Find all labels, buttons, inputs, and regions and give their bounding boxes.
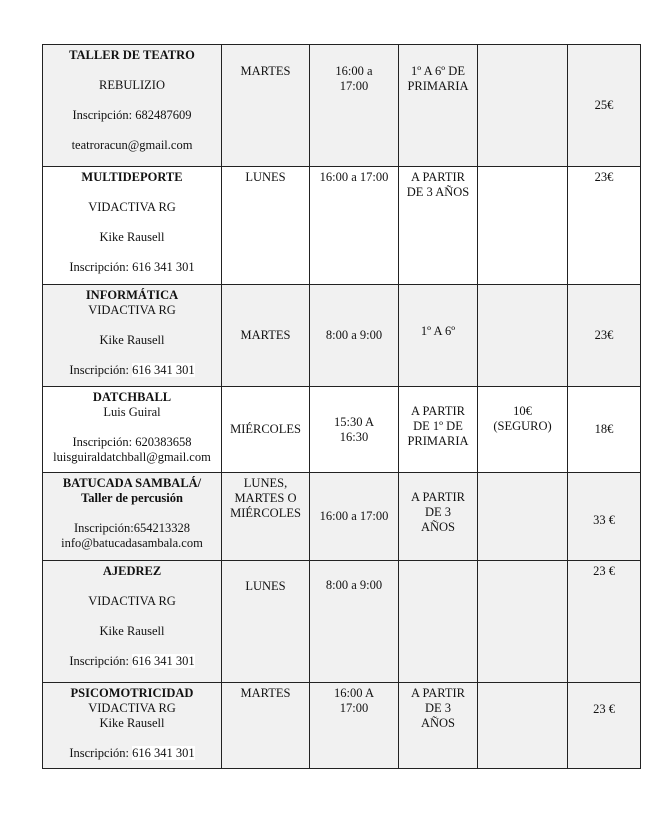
level-cell: A PARTIR DE 3 AÑOS (399, 473, 478, 561)
price-cell: 33 € (568, 473, 641, 561)
activity-cell (43, 387, 222, 473)
table-row (43, 561, 641, 683)
activity-registration: Inscripción: 620383658 (72, 435, 192, 449)
level-cell: A PARTIR DE 1º DE PRIMARIA (399, 387, 478, 473)
activity-cell (43, 167, 222, 285)
level-cell: A PARTIR DE 3 AÑOS (399, 167, 478, 285)
day-cell: LUNES (222, 561, 310, 683)
activity-registration: Inscripción: 616 341 301 (69, 363, 195, 377)
activity-registration: Inscripción: 616 341 301 (69, 654, 195, 668)
time-cell: 15:30 A 16:30 (310, 387, 399, 473)
time-cell: 16:00 a 17:00 (310, 167, 399, 285)
activity-name: AJEDREZ (102, 564, 162, 578)
activity-contact: Kike Rausell (99, 333, 165, 347)
activity-subtitle: Taller de percusión (81, 491, 183, 505)
level-cell: A PARTIR DE 3 AÑOS (399, 683, 478, 769)
table-row (43, 45, 641, 167)
table-row (43, 167, 641, 285)
activity-cell (43, 683, 222, 769)
activity-cell (43, 45, 222, 167)
activity-org: REBULIZIO (99, 78, 165, 92)
day-cell: MIÉRCOLES (222, 387, 310, 473)
price-cell: 23 € (568, 561, 641, 683)
day-cell: MARTES (222, 285, 310, 387)
day-cell: LUNES (222, 167, 310, 285)
extra-cell (478, 561, 568, 683)
extra-cell: 10€ (SEGURO) (478, 387, 568, 473)
level-cell: 1º A 6º DE PRIMARIA (399, 45, 478, 167)
extra-cell (478, 167, 568, 285)
activity-contact: Luis Guiral (103, 405, 161, 419)
activity-registration: Inscripción: 616 341 301 (69, 260, 195, 274)
activity-name: PSICOMOTRICIDAD (70, 686, 194, 700)
day-cell: LUNES, MARTES O MIÉRCOLES (222, 473, 310, 561)
activity-contact: Kike Rausell (99, 230, 165, 244)
activity-name: INFORMÁTICA (85, 288, 179, 302)
table-row (43, 683, 641, 769)
activity-name: MULTIDEPORTE (81, 170, 183, 184)
activity-email: info@batucadasambala.com (61, 536, 203, 550)
time-cell: 8:00 a 9:00 (310, 285, 399, 387)
activity-org: VIDACTIVA RG (88, 594, 176, 608)
activity-name: TALLER DE TEATRO (69, 48, 195, 62)
activity-email: teatroracun@gmail.com (71, 138, 193, 152)
activity-org: VIDACTIVA RG (88, 200, 176, 214)
activity-cell (43, 285, 222, 387)
day-cell: MARTES (222, 683, 310, 769)
level-cell: 1º A 6º (399, 285, 478, 387)
activity-cell (43, 473, 222, 561)
activity-contact: Kike Rausell (99, 716, 165, 730)
time-cell: 16:00 A 17:00 (310, 683, 399, 769)
time-cell: 8:00 a 9:00 (310, 561, 399, 683)
day-cell: MARTES (222, 45, 310, 167)
activity-registration: Inscripción:654213328 (74, 521, 190, 535)
extra-cell (478, 473, 568, 561)
price-cell: 18€ (568, 387, 641, 473)
extra-cell (478, 45, 568, 167)
activity-name: BATUCADA SAMBALÁ/ (62, 476, 202, 490)
price-cell: 23 € (568, 683, 641, 769)
activity-contact: Kike Rausell (99, 624, 165, 638)
level-cell (399, 561, 478, 683)
extra-cell (478, 683, 568, 769)
activity-registration: Inscripción: 616 341 301 (69, 746, 195, 760)
activity-contact: Inscripción: 682487609 (72, 108, 192, 122)
activity-org: VIDACTIVA RG (88, 701, 176, 715)
price-cell: 23€ (568, 285, 641, 387)
activity-cell (43, 561, 222, 683)
table-row (43, 285, 641, 387)
extra-cell (478, 285, 568, 387)
time-cell: 16:00 a 17:00 (310, 473, 399, 561)
activity-email: luisguiraldatchball@gmail.com (53, 450, 211, 464)
time-cell: 16:00 a 17:00 (310, 45, 399, 167)
activity-org: VIDACTIVA RG (88, 303, 176, 317)
table-row (43, 473, 641, 561)
price-cell: 23€ (568, 167, 641, 285)
activities-table (42, 44, 641, 769)
table-row (43, 387, 641, 473)
price-cell: 25€ (568, 45, 641, 167)
activity-name: DATCHBALL (92, 390, 172, 404)
